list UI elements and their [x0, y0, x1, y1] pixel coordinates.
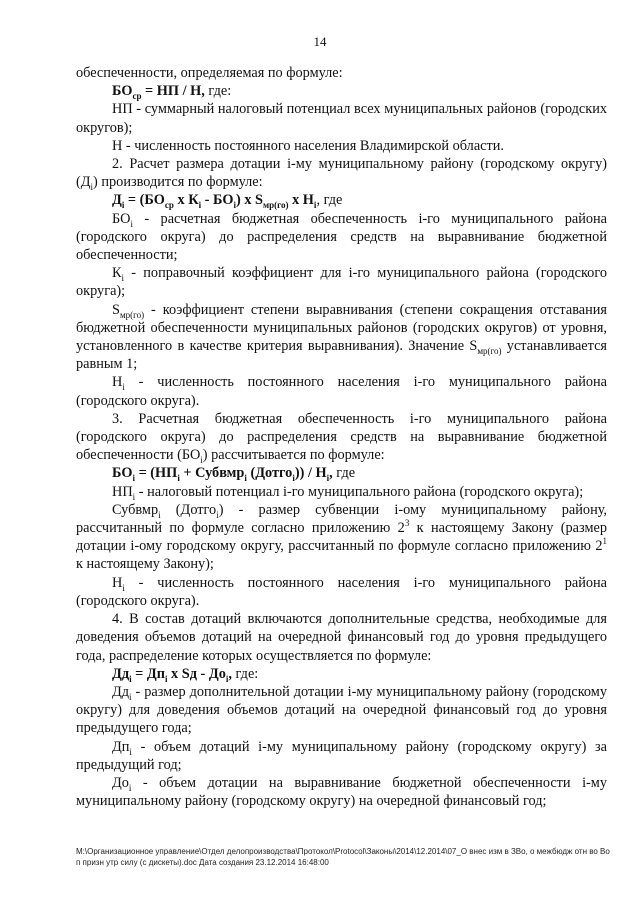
- paragraph: $До_i$ - объем дотации на выравнивание бюджетной обеспеченности i-му муниципальному району (городскому округу) на очередной финансовый год;: [76, 774, 607, 810]
- paragraph: обеспеченности, определяемая по формуле:: [76, 65, 343, 81]
- formula-subsidy: $Д_i = (БО_{ср}$ х $К_i - БО_i$) х $S_{мр(го)}$ х $Н_i$, где: [112, 192, 343, 211]
- formula-estimated-sufficiency: $БО_i = (НП_i$ + Субвмр$_i$ (Дотго$_i$)) / $Н_i$, где: [112, 465, 356, 484]
- paragraph: 2. Расчет размера дотации i-му муниципальному району (городскому округу) $(Д_i)$ производится по формуле:: [76, 156, 607, 193]
- paragraph: Н - численность постоянного населения Владимирской области.: [112, 137, 504, 154]
- footer-line: п призн утр силу (с дискеты).doc Дата создания 23.12.2014 16:48:00: [76, 857, 329, 867]
- formula-additional-subsidy: $Дд_i = Дп_i$ х Sд - $До_i$, где:: [112, 665, 259, 684]
- paragraph: $НП_i$ - налоговый потенциал i-го муниципального района (городского округа);: [112, 483, 584, 502]
- paragraph: $К_i$ - поправочный коэффициент для i-го муниципального района (городского округа);: [76, 265, 607, 300]
- document-body: [76, 64, 607, 810]
- paragraph: $Н_i$ - численность постоянного населения i-го муниципального района (городского округа).: [76, 574, 607, 609]
- paragraph: 3. Расчетная бюджетная обеспеченность i-го муниципального района (городского округа) до распределения средств на выравнивание бюджетной обеспеченности $(БО_i)$ рассчитывается по формуле:: [76, 410, 607, 466]
- formula-average-sufficiency: $БО_{ср}$ = НП / Н, где:: [112, 83, 232, 102]
- paragraph: 4. В состав дотаций включаются дополнительные средства, необходимые для доведения объемов дотаций на очередной финансовый год до уровня предыдущего года, распределение которых осуществляется по формуле:: [76, 611, 607, 664]
- paragraph: $Дп_i$ - объем дотаций i-му муниципальному району (городскому округу) за предыдущий год;: [76, 738, 607, 773]
- paragraph: Субвмр$_i$ (Дотго$_i$) - размер субвенции i-ому муниципальному району, рассчитанный по формуле согласно приложению $2^3$ к настоящему Закону (размер дотации i-ому городскому округу, рассчитанный по формуле согласно приложению $2^1$ к настоящему Закону);: [76, 501, 608, 573]
- paragraph: $S_{мр(го)}$ - коэффициент степени выравнивания (степени сокращения отставания бюджетной обеспеченности муниципальных районов (городских округов) от уровня, установленного в качестве критерия выравнивания). Значение $S_{мр(го)}$ устанавливается равным 1;: [76, 301, 608, 373]
- page-number: 14: [313, 34, 327, 49]
- paragraph: $Дд_i$ - размер дополнительной дотации i-му муниципальному району (городскому округу) для доведения объемов дотаций на очередной финансовый год до уровня предыдущего года;: [76, 683, 607, 737]
- paragraph: $БО_i$ - расчетная бюджетная обеспеченность i-го муниципального района (городского округа) до распределения средств на выравнивание бюджетной обеспеченности;: [76, 210, 607, 264]
- file-path-footer: [76, 847, 616, 868]
- paragraph: $Н_i$ - численность постоянного населения i-го муниципального района (городского округа).: [76, 374, 607, 409]
- paragraph: НП - суммарный налоговый потенциал всех муниципальных районов (городских округов);: [76, 101, 607, 136]
- footer-line: M:\Организационное управление\Отдел делопроизводства\Протокол\Protocol\Законы\2014\12.2014\07_О внес изм в ЗВо, о межбюдж отн во Во: [76, 847, 610, 856]
